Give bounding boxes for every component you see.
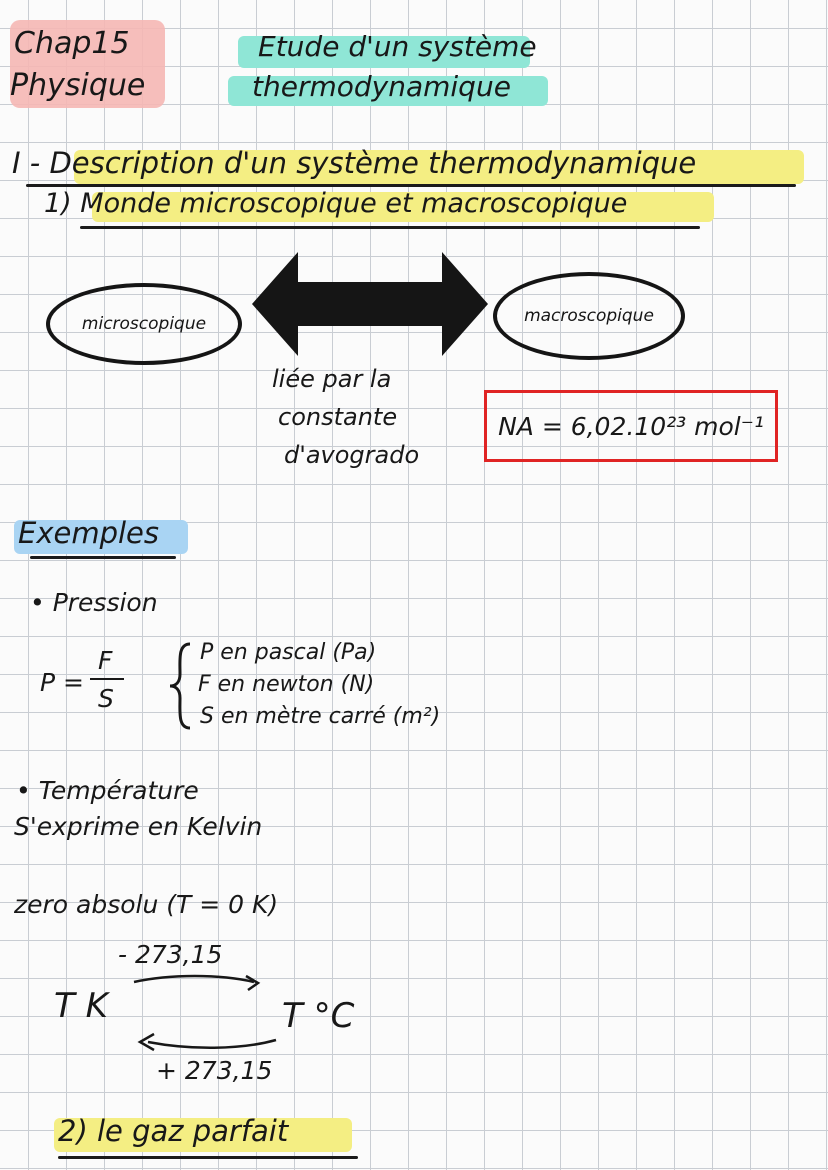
celsius-symbol: T °C	[282, 996, 355, 1036]
page-title-line1: Etude d'un système	[258, 30, 537, 63]
arrow-right-icon	[130, 972, 270, 996]
pressure-def-p: P en pascal (Pa)	[200, 640, 377, 665]
section2-underline	[58, 1156, 358, 1159]
link-text-3: d'avogrado	[284, 441, 420, 469]
absolute-zero-line: zero absolu (T = 0 K)	[14, 890, 279, 919]
microscopic-ellipse	[46, 283, 242, 365]
temperature-bullet: • Température	[16, 776, 199, 805]
arrow-left-icon	[130, 1030, 280, 1054]
subheading-underline	[80, 226, 700, 229]
macroscopic-label: macroscopique	[524, 306, 654, 326]
examples-heading: Exemples	[18, 516, 159, 550]
temperature-unit-line: S'exprime en Kelvin	[14, 812, 263, 841]
microscopic-label: microscopique	[81, 314, 207, 334]
pressure-formula-denominator: S	[98, 684, 114, 713]
examples-underline	[30, 556, 176, 559]
pressure-def-s: S en mètre carré (m²)	[200, 704, 441, 729]
pressure-formula-numerator: F	[98, 646, 113, 675]
avogadro-constant-box	[484, 390, 778, 462]
link-text-1: liée par la	[272, 365, 392, 393]
section-heading: I - Description d'un système thermodynamique	[12, 146, 697, 180]
pressure-formula-lhs: P =	[40, 668, 84, 697]
fraction-bar	[90, 678, 124, 680]
macroscopic-ellipse	[493, 272, 685, 360]
curly-brace-icon	[168, 640, 196, 732]
subheading: 1) Monde microscopique et macroscopique	[44, 188, 628, 219]
conversion-minus: - 273,15	[118, 940, 223, 969]
pressure-bullet: • Pression	[30, 588, 158, 617]
kelvin-symbol: T K	[54, 986, 108, 1026]
section-heading-underline	[26, 184, 796, 187]
section2-heading: 2) le gaz parfait	[58, 1114, 289, 1148]
page-title-line2: thermodynamique	[252, 70, 511, 103]
chapter-label: Chap15	[14, 26, 130, 61]
avogadro-constant: NA = 6,02.10²³ mol⁻¹	[498, 411, 764, 441]
subject-label: Physique	[10, 68, 146, 103]
pressure-def-f: F en newton (N)	[198, 672, 375, 697]
link-text-2: constante	[278, 403, 398, 431]
conversion-plus: + 273,15	[156, 1056, 273, 1085]
double-arrow-icon	[248, 246, 492, 362]
